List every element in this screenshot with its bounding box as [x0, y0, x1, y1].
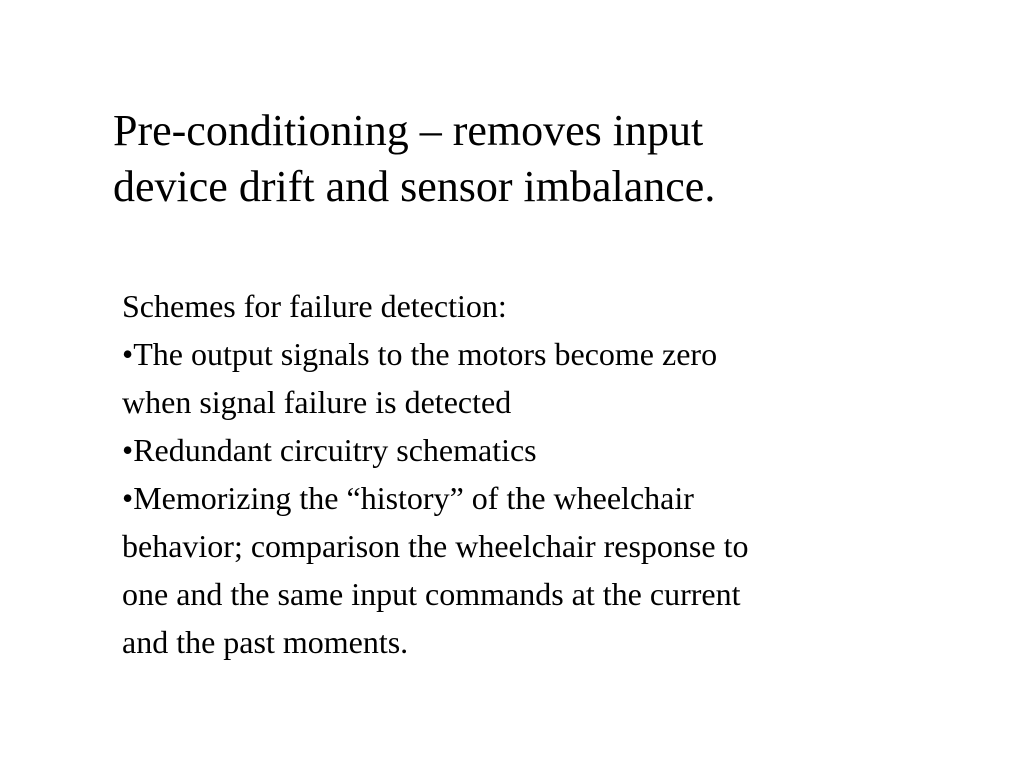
body-heading: Schemes for failure detection: — [122, 288, 507, 324]
bullet-1-line-1: •The output signals to the motors become zero — [122, 336, 718, 372]
slide-title-line-2: device drift and sensor imbalance. — [113, 162, 716, 211]
bullet-3-line-4: and the past moments. — [122, 624, 409, 660]
bullet-2-line-1: •Redundant circuitry schematics — [122, 432, 537, 468]
bullet-1-line-2: when signal failure is detected — [122, 384, 512, 420]
slide-title — [113, 103, 933, 215]
bullet-3-line-3: one and the same input commands at the current — [122, 576, 741, 612]
slide-body — [122, 282, 942, 666]
bullet-3-line-2: behavior; comparison the wheelchair response to — [122, 528, 749, 564]
slide-title-line-1: Pre-conditioning – removes input — [113, 106, 704, 155]
bullet-3-line-1: •Memorizing the “history” of the wheelchair — [122, 480, 694, 516]
